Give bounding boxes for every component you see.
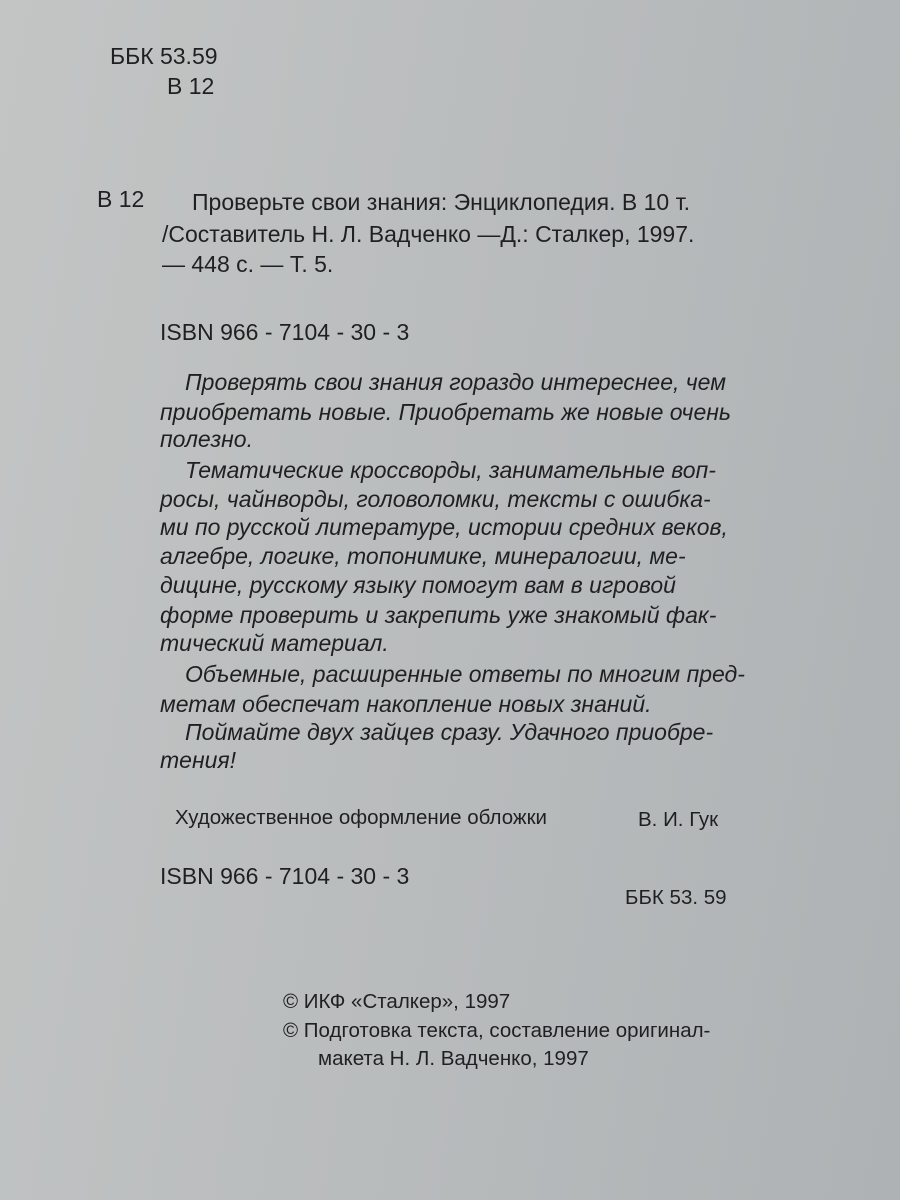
isbn-top: ISBN 966 - 7104 - 30 - 3 bbox=[160, 319, 410, 345]
annotation-line: Поймайте двух зайцев сразу. Удачного приобре- bbox=[185, 719, 714, 745]
annotation-line: Тематические кроссворды, занимательные воп- bbox=[185, 457, 716, 483]
header-code: В 12 bbox=[167, 73, 215, 99]
annotation-line: Проверять свои знания гораздо интереснее, чем bbox=[185, 369, 726, 395]
copyright-line-1: © ИКФ «Сталкер», 1997 bbox=[283, 990, 511, 1013]
annotation-line: ми по русской литературе, истории средних веков, bbox=[160, 514, 728, 540]
annotation-line: дицине, русскому языку помогут вам в игровой bbox=[160, 572, 676, 598]
annotation-line: Объемные, расширенные ответы по многим пред- bbox=[185, 661, 745, 687]
annotation-line: метам обеспечат накопление новых знаний. bbox=[160, 691, 652, 717]
annotation-line: росы, чайнворды, головоломки, тексты с ошибка- bbox=[160, 486, 711, 512]
catalog-line-1: Проверьте свои знания: Энциклопедия. В 10 т. bbox=[192, 189, 690, 215]
cover-design-label: Художественное оформление обложки bbox=[175, 806, 547, 829]
copyright-line-3: макета Н. Л. Вадченко, 1997 bbox=[318, 1047, 589, 1070]
annotation-line: полезно. bbox=[160, 426, 253, 452]
annotation-line: форме проверить и закрепить уже знакомый фак- bbox=[160, 602, 717, 628]
catalog-code: В 12 bbox=[97, 186, 145, 212]
annotation-line: тения! bbox=[160, 747, 237, 773]
copyright-line-2: © Подготовка текста, составление оригинал- bbox=[283, 1019, 711, 1042]
catalog-line-2: /Составитель Н. Л. Вадченко —Д.: Сталкер, 1997. bbox=[162, 221, 695, 247]
annotation-line: тический материал. bbox=[160, 630, 389, 656]
annotation-line: приобретать новые. Приобретать же новые очень bbox=[160, 399, 731, 425]
cover-design-artist: В. И. Гук bbox=[638, 808, 719, 831]
header-bbk: ББК 53.59 bbox=[110, 43, 218, 69]
bbk-bottom: ББК 53. 59 bbox=[625, 886, 727, 909]
catalog-line-3: — 448 с. — Т. 5. bbox=[162, 251, 334, 277]
isbn-bottom: ISBN 966 - 7104 - 30 - 3 bbox=[160, 863, 410, 889]
annotation-line: алгебре, логике, топонимике, минералогии, ме- bbox=[160, 543, 686, 569]
